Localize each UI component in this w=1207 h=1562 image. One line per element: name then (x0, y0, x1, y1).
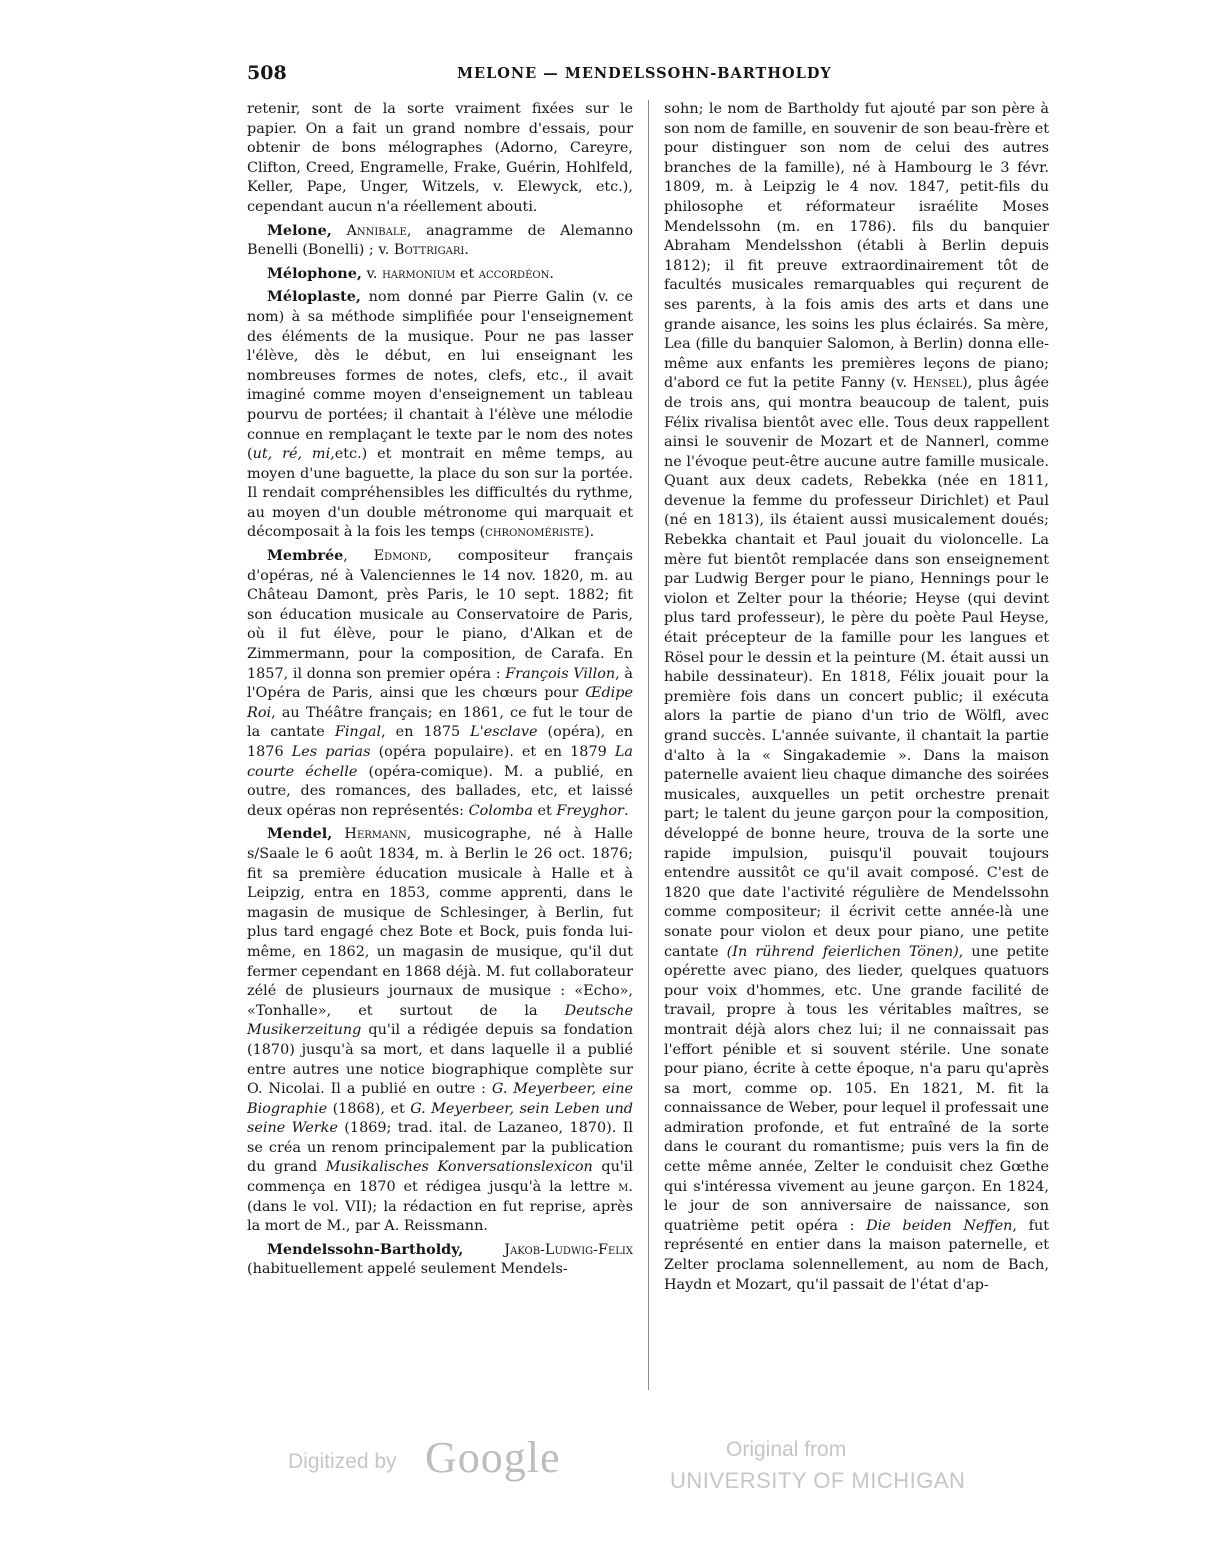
column-divider (648, 100, 649, 1390)
cross-reference: chronomériste (485, 524, 585, 541)
work-title: François Villon (505, 665, 616, 682)
work-title: Colomba (468, 802, 533, 819)
work-title: G. Meyerbeer, sein Leben und seine Werke (247, 1100, 633, 1137)
cross-reference: Bottrigari. (393, 242, 469, 259)
work-title: L'esclave (470, 724, 538, 741)
headword: Membrée (267, 547, 344, 565)
cross-reference: harmonium (382, 265, 456, 282)
work-title: G. Meyerbeer, eine Biographie (247, 1081, 633, 1117)
cross-reference: accordéon. (478, 265, 554, 282)
entry-text: , à l'Opéra de Paris, ainsi que les chœurs pour (247, 665, 633, 702)
entry-melone (247, 221, 633, 261)
entry-text: , une petite opérette avec piano, des lieder, quelques quatuors pour voix d'hommes, etc. Une grande facilité de travail, propre à tous les véritables maîtres, se montrait déjà alors chez lui; il ne connaissait pas l'effort pénible et si souvent stérile. Une sonate pour piano, écrite à cette époque, n'a paru qu'après sa mort, comme op. 105. En 1821, M. fit la connaissance de Weber, pour lequel il professait une admiration profonde, et fut entraîné de la sorte dans le courant du romantisme; puis vers la fin de cette même année, Zelter le conduisit chez Gœthe qui s'intéressa vivement au jeune garçon. En 1824, le jour de son anniversaire de naissance, son quatrième petit opéra : (664, 943, 1049, 1234)
work-title: Œdipe Roi (247, 685, 633, 721)
entry-mendelssohn-continued (664, 100, 1049, 1295)
work-title: Les parias (291, 744, 371, 760)
work-title: (In rührend feierlichen Tönen) (726, 943, 959, 960)
given-name: Annibale, (346, 222, 412, 239)
right-column (664, 100, 1049, 1298)
entry-text: (opéra-comique). M. a publié, en outre, des romances, des ballades, etc, et laissé deux opéras non représentés: (247, 763, 633, 819)
entry-text: (1869; trad. ital. de Lazaneo, 1870). Il se créa un renom principalement par la publication du grand (247, 1120, 633, 1176)
work-title: Musikalisches Konversationslexicon (325, 1159, 593, 1176)
work-title: Freyghor (556, 802, 624, 819)
entry-text: , en 1875 (381, 724, 471, 741)
entry-text: ). (584, 524, 595, 541)
entry-text: musicographe, né à Halle s/Saale le 6 août 1834, m. à Berlin le 26 oct. 1876; fit sa première éducation musicale à Halle et à Leipzig, entra en 1853, comme apprenti, dans le magasin de musique de Schlesinger, à Berlin, fut plus tard engagé chez Bote et Bock, puis fonda lui-même, en 1862, un magasin de musique, qu'il dut fermer cependant en 1868 déjà. M. fut collaborateur zélé de plusieurs journaux de musique : «Echo», «Tonhalle», et surtout de la (247, 826, 633, 1019)
running-title: MELONE — MENDELSSOHN-BARTHOLDY (457, 65, 832, 82)
entry-mendelssohn (247, 1240, 633, 1280)
entry-text: et (455, 265, 479, 282)
headword: Mélophone, (267, 264, 362, 282)
page-header (247, 62, 1042, 92)
work-title: Deutsche Musikerzeitung (247, 1002, 633, 1039)
entry-text: , au Théâtre français; en 1861, ce fut le tour de la cantate (247, 704, 633, 741)
entry-text: qu'il commença en 1870 et rédigea jusqu'à la lettre (247, 1159, 633, 1196)
digitized-by-text: Digitized by (288, 1450, 397, 1473)
entry-text: ), plus âgée de trois ans, qui montra beaucoup de talent, puis Félix rivalisa bientôt avec elle. Tous deux rappellent ainsi le souvenir de Mozart et de Nannerl, comme ne l'évoque peut-être aucune autre famille musicale. Quant aux deux cadets, Rebekka (née en 1811, devenue la femme du professeur Dirichlet) et Paul (né en 1813), ils étaient aussi musicalement doués; Rebekka chantait et Paul jouait du violoncelle. La mère fut bientôt remplacée dans son enseignement par Ludwig Berger pour le piano, Hennings pour le violon et Zelter pour la théorie; Heyse (qui devint plus tard professeur), le père du poète Paul Heyse, était précepteur de la famille pour les langues et Rösel pour le dessin et la peinture (M. était aussi un habile dessinateur). En 1818, Félix jouait pour la première fois dans un concert public; il exécuta alors la partie de piano d'un trio de Wölfl, avec grand succès. L'année suivante, il chantait la partie d'alto à la « Singakademie ». Dans la maison paternelle avaient lieu chaque dimanche des soirées musicales, auxquelles un petit orchestre prenait part; le talent du jeune garçon pour la composition, développé de bonne heure, trouva de la sorte une rapide impulsion, puisqu'il pouvait toujours entendre aussitôt ce qu'il avait composé. C'est de 1820 que date l'activité régulière de Mendelssohn comme compositeur; il écrivit cette année-là une sonate pour violon et deux pour piano, une petite cantate (664, 375, 1049, 960)
entry-meloplaste (247, 287, 633, 543)
left-column (247, 100, 633, 1283)
entry-membree (247, 546, 633, 821)
entry-text: (opéra populaire). et en 1879 (370, 744, 615, 760)
page-number: 508 (247, 62, 287, 84)
entry-text: (habituellement appelé seulement Mendels- (247, 1261, 568, 1278)
given-name: Hermann, (332, 826, 412, 843)
entry-text: qu'il a rédigée depuis sa fondation (1870) jusqu'à sa mort, et dans laquelle il a publié entre autres une notice biographique complète sur O. Nicolai. Il a publié en outre : (247, 1022, 633, 1098)
paragraph-continuation: retenir, sont de la sorte vraiment fixées sur le papier. On a fait un grand nombre d'essais, pour obtenir de bons mélographes (Adorno, Careyre, Clifton, Creed, Engramelle, Frake, Guérin, Hohlfeld, Keller, Pape, Unger, Witzels, v. Elewyck, etc.), cependant aucun n'a réellement abouti. (247, 101, 633, 215)
google-logo: Google (425, 1433, 561, 1482)
entry-text: etc.) et montrait en même temps, au moyen d'une baguette, la place du son sur la portée. Il rendait compréhensibles les difficultés du rythme, au moyen d'un double métronome qui marquait et décomposait à la fois les temps ( (247, 446, 633, 541)
headword: Mendel, (267, 825, 333, 843)
given-name: , Edmond, (343, 548, 432, 565)
work-title: Fingal (334, 724, 382, 741)
letter-reference: m. (618, 1179, 633, 1196)
entry-text: et (532, 802, 557, 819)
work-title: La courte échelle (247, 744, 633, 780)
entry-text: nom donné par Pierre Galin (v. ce nom) à sa méthode simplifiée pour l'enseignement des éléments de la musique. Pour ne pas lasser l'élève, dès le début, en lui enseignant les nombreuses formes de notes, clefs, etc., il avait imaginé comme moyen d'enseignement un tableau pourvu de portées; il chantait à l'élève une mélodie connue en remplaçant le texte par le nom des notes ( (247, 289, 633, 463)
entry-text: (1868), et (327, 1100, 411, 1117)
digitization-footer (0, 1432, 1207, 1512)
university-text: UNIVERSITY OF MICHIGAN (670, 1468, 966, 1493)
entry-text: anagramme de Alemanno Benelli (Bonelli) ; v. (247, 222, 634, 259)
entry-mendel (247, 824, 633, 1236)
cross-reference: Hensel (912, 375, 963, 392)
entry-text: (opéra), en 1876 (247, 724, 633, 760)
given-name: Jakob-Ludwig-Felix (463, 1241, 633, 1258)
work-title: Die beiden Neffen (866, 1217, 1013, 1234)
entry-text: compositeur français d'opéras, né à Valenciennes le 14 nov. 1820, m. au Château Damont, près Paris, le 10 sept. 1882; fit son éducation musicale au Conservatoire de Paris, où il fut élève, pour le piano, d'Alkan et de Zimmermann, pour la composition, de Carafa. En 1857, il donna son premier opéra : (247, 548, 633, 682)
entry-text: sohn; le nom de Bartholdy fut ajouté par son père à son nom de famille, en souvenir de son beau-frère et pour distinguer son nom de celui des autres branches de la famille), né à Hambourg le 3 févr. 1809, m. à Leipzig le 4 nov. 1847, petit-fils du philosophe et réformateur israélite Moses Mendelssohn (m. en 1786). fils du banquier Abraham Mendelsshon (établi à Berlin depuis 1812); il fit preuve extraordinairement tôt de facultés musicales remarquables qui reçurent de ses parents, à la fois amis des arts et dans une grande aisance, les soins les plus éclairés. Sa mère, Lea (fille du banquier Salomon, à Berlin) donna elle-même aux enfants les premières leçons de piano; d'abord ce fut la petite Fanny (v. (664, 101, 1049, 392)
headword: Melone, (267, 221, 332, 239)
entry-text: , fut représenté en entier dans la maison paternelle, et Zelter proclama solennellement, au nom de Bach, Haydn et Mozart, qu'il passait de l'état d'ap- (664, 1217, 1049, 1293)
headword: Méloplaste, (267, 288, 361, 306)
entry-text: (dans le vol. VII); la rédaction en fut reprise, après la mort de M., par A. Reissmann. (247, 1198, 633, 1235)
entry-melophone (247, 264, 633, 285)
italic-text: ut, ré, mi, (252, 446, 335, 463)
headword: Mendelssohn-Bartholdy, (267, 1240, 464, 1258)
original-from-text: Original from (726, 1438, 847, 1461)
entry-text: v. (361, 265, 383, 282)
entry-text: . (623, 802, 629, 819)
